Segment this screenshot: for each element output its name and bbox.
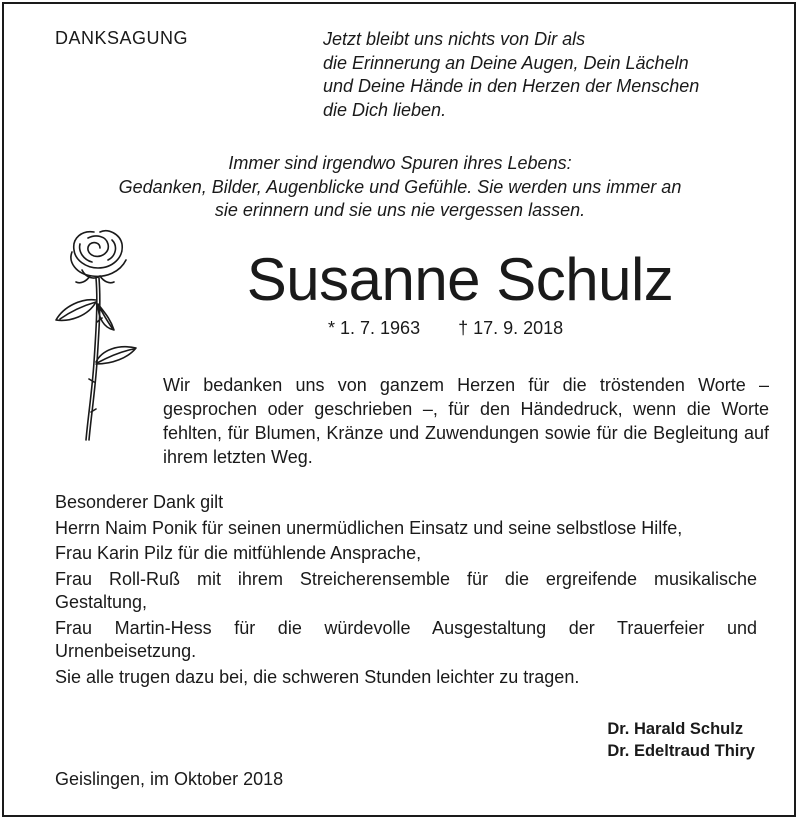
special-thanks-line: Sie alle trugen dazu bei, die schweren Stunden leichter zu tragen.: [55, 666, 580, 687]
verse: [323, 28, 699, 122]
life-dates: [328, 318, 601, 339]
verse-line: die Dich lieben.: [323, 99, 447, 120]
quote-line: Immer sind irgendwo Spuren ihres Lebens:: [228, 153, 572, 173]
special-thanks: [55, 491, 757, 691]
deceased-name: Susanne Schulz: [246, 246, 674, 313]
special-thanks-line: Herrn Naim Ponik für seinen unermüdlichen Einsatz und seine selbstlose Hilfe,: [55, 517, 683, 538]
quote-line: Gedanken, Bilder, Augenblicke und Gefühle. Sie werden uns immer an: [118, 176, 682, 197]
signer-name: Dr. Harald Schulz: [607, 720, 744, 738]
heading: DANKSAGUNG: [55, 28, 189, 48]
special-thanks-line: Frau Roll-Ruß mit ihrem Streicherensemble für die ergreifende musikalische Gestaltung,: [55, 568, 757, 612]
verse-line: Jetzt bleibt uns nichts von Dir als: [323, 29, 586, 49]
special-thanks-line: Besonderer Dank gilt: [55, 492, 224, 512]
signer-name: Dr. Edeltraud Thiry: [607, 742, 755, 760]
signers: [607, 718, 755, 762]
special-thanks-line: Frau Karin Pilz für die mitfühlende Ansprache,: [55, 543, 422, 563]
birth-date: * 1. 7. 1963: [328, 318, 421, 338]
death-date: † 17. 9. 2018: [458, 318, 564, 338]
special-thanks-line: Frau Martin-Hess für die würdevolle Ausgestaltung der Trauerfeier und Urnenbeisetzung.: [55, 617, 757, 661]
thanks-paragraph: Wir bedanken uns von ganzem Herzen für die tröstenden Worte – gesprochen oder geschrieben –, für den Händedruck, wenn die Worte fehlten, für Blumen, Kränze und Zuwendungen sowie für die Begleitung auf ihrem letzten Weg.: [163, 375, 769, 467]
quote-line: sie erinnern und sie uns nie vergessen lassen.: [214, 200, 586, 220]
quote: [0, 152, 800, 223]
verse-line: und Deine Hände in den Herzen der Menschen: [323, 76, 700, 96]
place-date: Geislingen, im Oktober 2018: [55, 769, 284, 789]
verse-line: die Erinnerung an Deine Augen, Dein Lächeln: [323, 52, 689, 73]
